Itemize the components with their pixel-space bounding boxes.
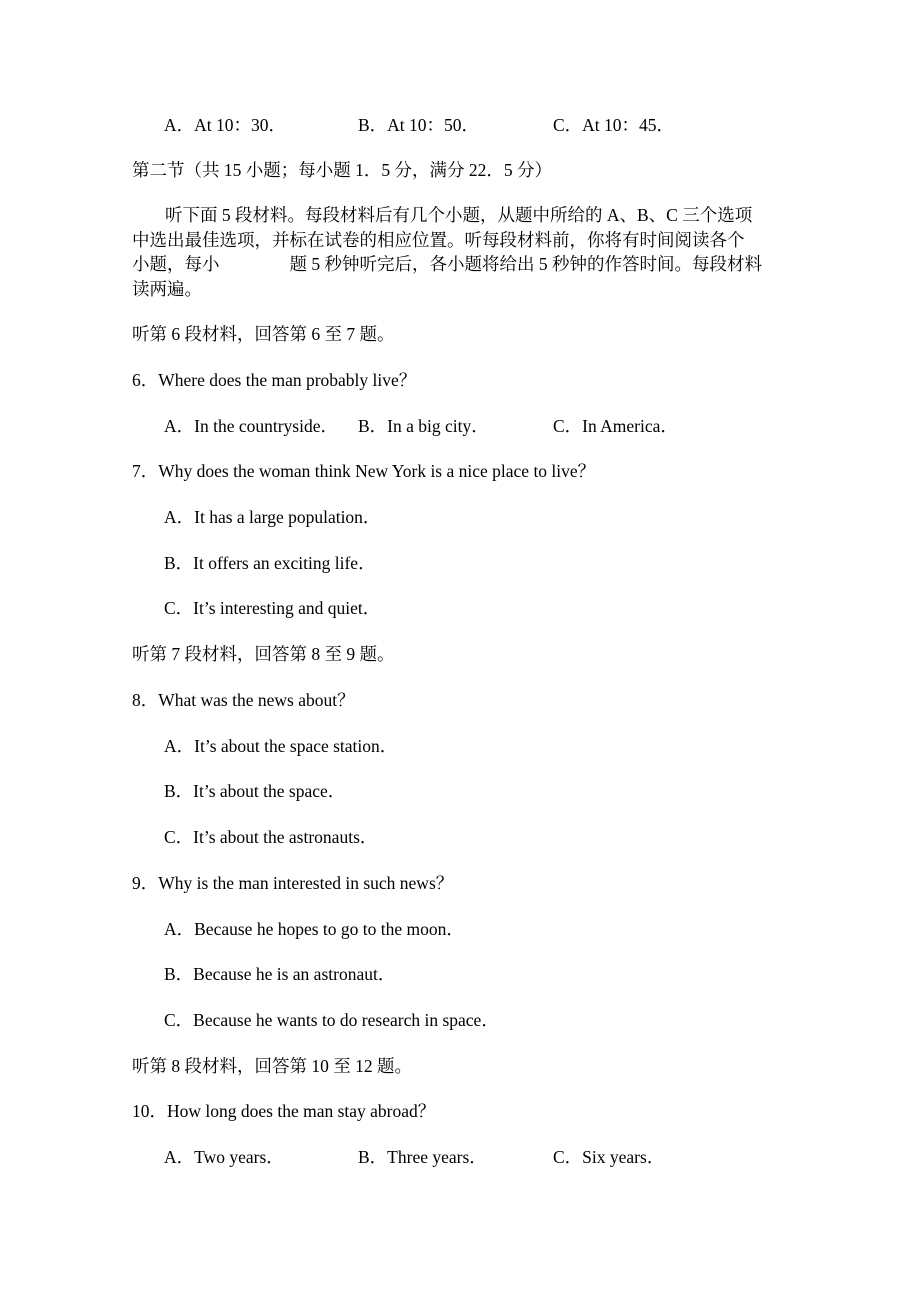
instruction-line: 读两遍。 [132, 278, 202, 299]
q9-option-b: B．Because he is an astronaut． [164, 964, 396, 984]
q8-option-b: B．It’s about the space． [164, 781, 346, 801]
q10-stem: 10．How long does the man stay abroad？ [132, 1101, 436, 1121]
q5-option-a: A．At 10：30． [164, 115, 287, 135]
q8-option-a: A．It’s about the space station． [164, 736, 398, 756]
q8-stem: 8．What was the news about？ [132, 690, 355, 710]
instruction-line: 中选出最佳选项，并标在试卷的相应位置。听每段材料前，你将有时间阅读各个 [132, 229, 745, 250]
q10-option-b: B．Three years． [358, 1147, 487, 1167]
q6-option-b: B．In a big city． [358, 416, 489, 436]
passage6-intro: 听第 6 段材料，回答第 6 至 7 题。 [132, 324, 395, 344]
instruction-line: 听下面 5 段材料。每段材料后有几个小题，从题中所给的 A、B、C 三个选项 [165, 205, 753, 225]
q10-option-c: C．Six years． [553, 1147, 665, 1167]
q6-stem: 6．Where does the man probably live？ [132, 370, 417, 390]
passage8-intro: 听第 8 段材料，回答第 10 至 12 题。 [132, 1056, 412, 1076]
q6-option-c: C．In America． [553, 416, 678, 436]
q6-option-a: A．In the countryside． [164, 416, 338, 436]
passage7-intro: 听第 7 段材料，回答第 8 至 9 题。 [132, 644, 395, 664]
q7-option-a: A．It has a large population． [164, 507, 381, 527]
q5-option-c: C．At 10：45． [553, 115, 675, 135]
q7-stem: 7．Why does the woman think New York is a nice place to live？ [132, 461, 596, 481]
section2-instructions [132, 203, 792, 301]
instruction-line: 小题，每小 题 5 秒钟听完后，各小题将给出 5 秒钟的作答时间。每段材料 [132, 254, 762, 274]
q8-option-c: C．It’s about the astronauts． [164, 827, 378, 847]
q10-option-a: A．Two years． [164, 1147, 284, 1167]
q9-option-c: C．Because he wants to do research in space． [164, 1010, 499, 1030]
q7-option-b: B．It offers an exciting life． [164, 553, 376, 573]
section2-heading: 第二节（共 15 小题；每小题 1．5 分，满分 22．5 分） [132, 160, 552, 180]
q5-option-b: B．At 10：50． [358, 115, 480, 135]
q9-option-a: A．Because he hopes to go to the moon． [164, 919, 464, 939]
q7-option-c: C．It’s interesting and quiet． [164, 598, 381, 618]
q9-stem: 9．Why is the man interested in such news？ [132, 873, 454, 893]
